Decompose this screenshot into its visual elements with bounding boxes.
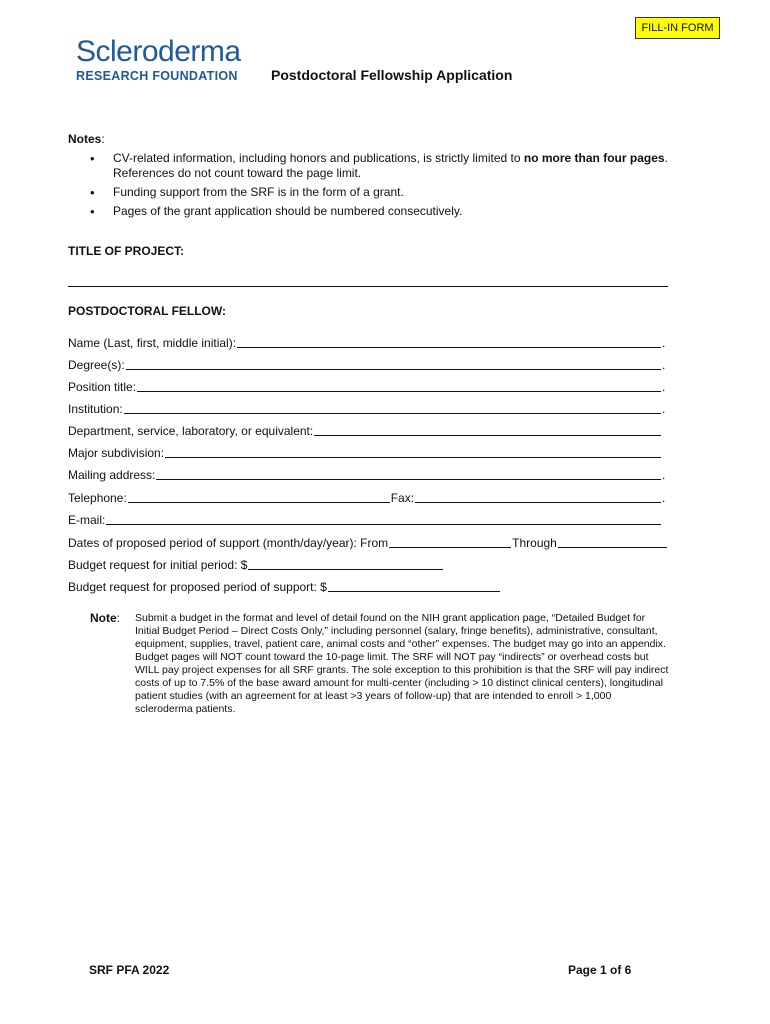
logo-name: Scleroderma: [76, 35, 241, 68]
department-row: [68, 422, 668, 438]
document-title: Postdoctoral Fellowship Application: [271, 67, 513, 83]
notes-list: [68, 151, 668, 223]
through-date-field[interactable]: [558, 535, 667, 548]
name-row: Name (Last, first, middle initial): .: [68, 336, 666, 350]
institution-row: Institution: .: [68, 402, 666, 416]
project-title-field[interactable]: [68, 286, 668, 287]
budget-initial-row: [68, 556, 668, 572]
subdivision-field[interactable]: [165, 445, 661, 458]
srf-logo: [76, 36, 241, 83]
telephone-label: Telephone:: [68, 491, 127, 505]
fax-field[interactable]: [415, 490, 661, 503]
telephone-row: Telephone: Fax: .: [68, 491, 666, 505]
mailing-label: Mailing address:: [68, 468, 156, 482]
dates-row: [68, 534, 668, 550]
fax-label: Fax:: [390, 491, 415, 505]
logo-subtitle: RESEARCH FOUNDATION: [76, 69, 238, 83]
list-item: • Funding support from the SRF is in the form of a grant.: [68, 185, 668, 200]
position-field[interactable]: [137, 379, 661, 392]
from-date-field[interactable]: [389, 535, 511, 548]
degrees-label: Degree(s):: [68, 358, 125, 372]
project-title-heading: TITLE OF PROJECT:: [68, 244, 185, 258]
postdoctoral-fellow-heading: POSTDOCTORAL FELLOW:: [68, 304, 226, 318]
institution-field[interactable]: [124, 401, 661, 414]
telephone-field[interactable]: [128, 490, 390, 503]
budget-proposed-label: Budget request for proposed period of support: $: [68, 580, 327, 594]
email-label: E-mail:: [68, 513, 106, 527]
budget-note-text: Submit a budget in the format and level of detail found on the NIH grant application page, “Detailed Budget for Initial Budget Period – Direct Costs Only,” including personnel (salary, fringe benefits), administrative, consultant, equipment, supplies, travel, patient care, animal costs and “other” expenses. The budget may go into an appendix. Budget pages will NOT count toward the 10-page limit. The SRF will NOT pay “indirects” or overhead costs but WILL pay project expenses for all SRF grants. The sole exception to this prohibition is that the SRF will pay indirect costs of up to 7.5% of the base award amount for multi-center (including > 10 distinct clinical centers), longitudinal patient studies (with an agreement for at least >3 years of follow-up) that are intended to enroll > 1,000 scleroderma patients.: [135, 612, 669, 715]
subdivision-label: Major subdivision:: [68, 446, 165, 460]
budget-initial-label: Budget request for initial period: $: [68, 558, 248, 572]
position-row: Position title: .: [68, 380, 666, 394]
budget-proposed-field[interactable]: [328, 579, 500, 592]
name-field[interactable]: [237, 335, 661, 348]
degrees-row: Degree(s): .: [68, 358, 666, 372]
list-item: • Pages of the grant application should be numbered consecutively.: [68, 204, 668, 219]
email-row: [68, 511, 668, 527]
list-item: • CV-related information, including honors and publications, is strictly limited to no more than four pages. References do not count toward the page limit.: [68, 151, 668, 181]
through-label: Through: [512, 536, 557, 550]
department-label: Department, service, laboratory, or equivalent:: [68, 424, 314, 438]
subdivision-row: [68, 444, 668, 460]
position-label: Position title:: [68, 380, 137, 394]
fill-in-form-badge: FILL-IN FORM: [635, 17, 720, 39]
name-label: Name (Last, first, middle initial):: [68, 336, 237, 350]
notes-heading: Notes:: [68, 132, 105, 146]
mailing-field[interactable]: [156, 467, 661, 480]
department-field[interactable]: [314, 423, 661, 436]
budget-initial-field[interactable]: [248, 557, 443, 570]
footer-doc-id: SRF PFA 2022: [89, 963, 170, 977]
budget-note: [90, 612, 670, 716]
footer-page-number: Page 1 of 6: [568, 963, 632, 977]
budget-proposed-row: [68, 578, 668, 594]
budget-note-label: Note:: [90, 611, 121, 625]
degrees-field[interactable]: [126, 357, 661, 370]
dates-label: Dates of proposed period of support (month/day/year): From: [68, 536, 389, 550]
email-field[interactable]: [106, 512, 661, 525]
mailing-row: Mailing address: .: [68, 468, 666, 482]
institution-label: Institution:: [68, 402, 123, 416]
